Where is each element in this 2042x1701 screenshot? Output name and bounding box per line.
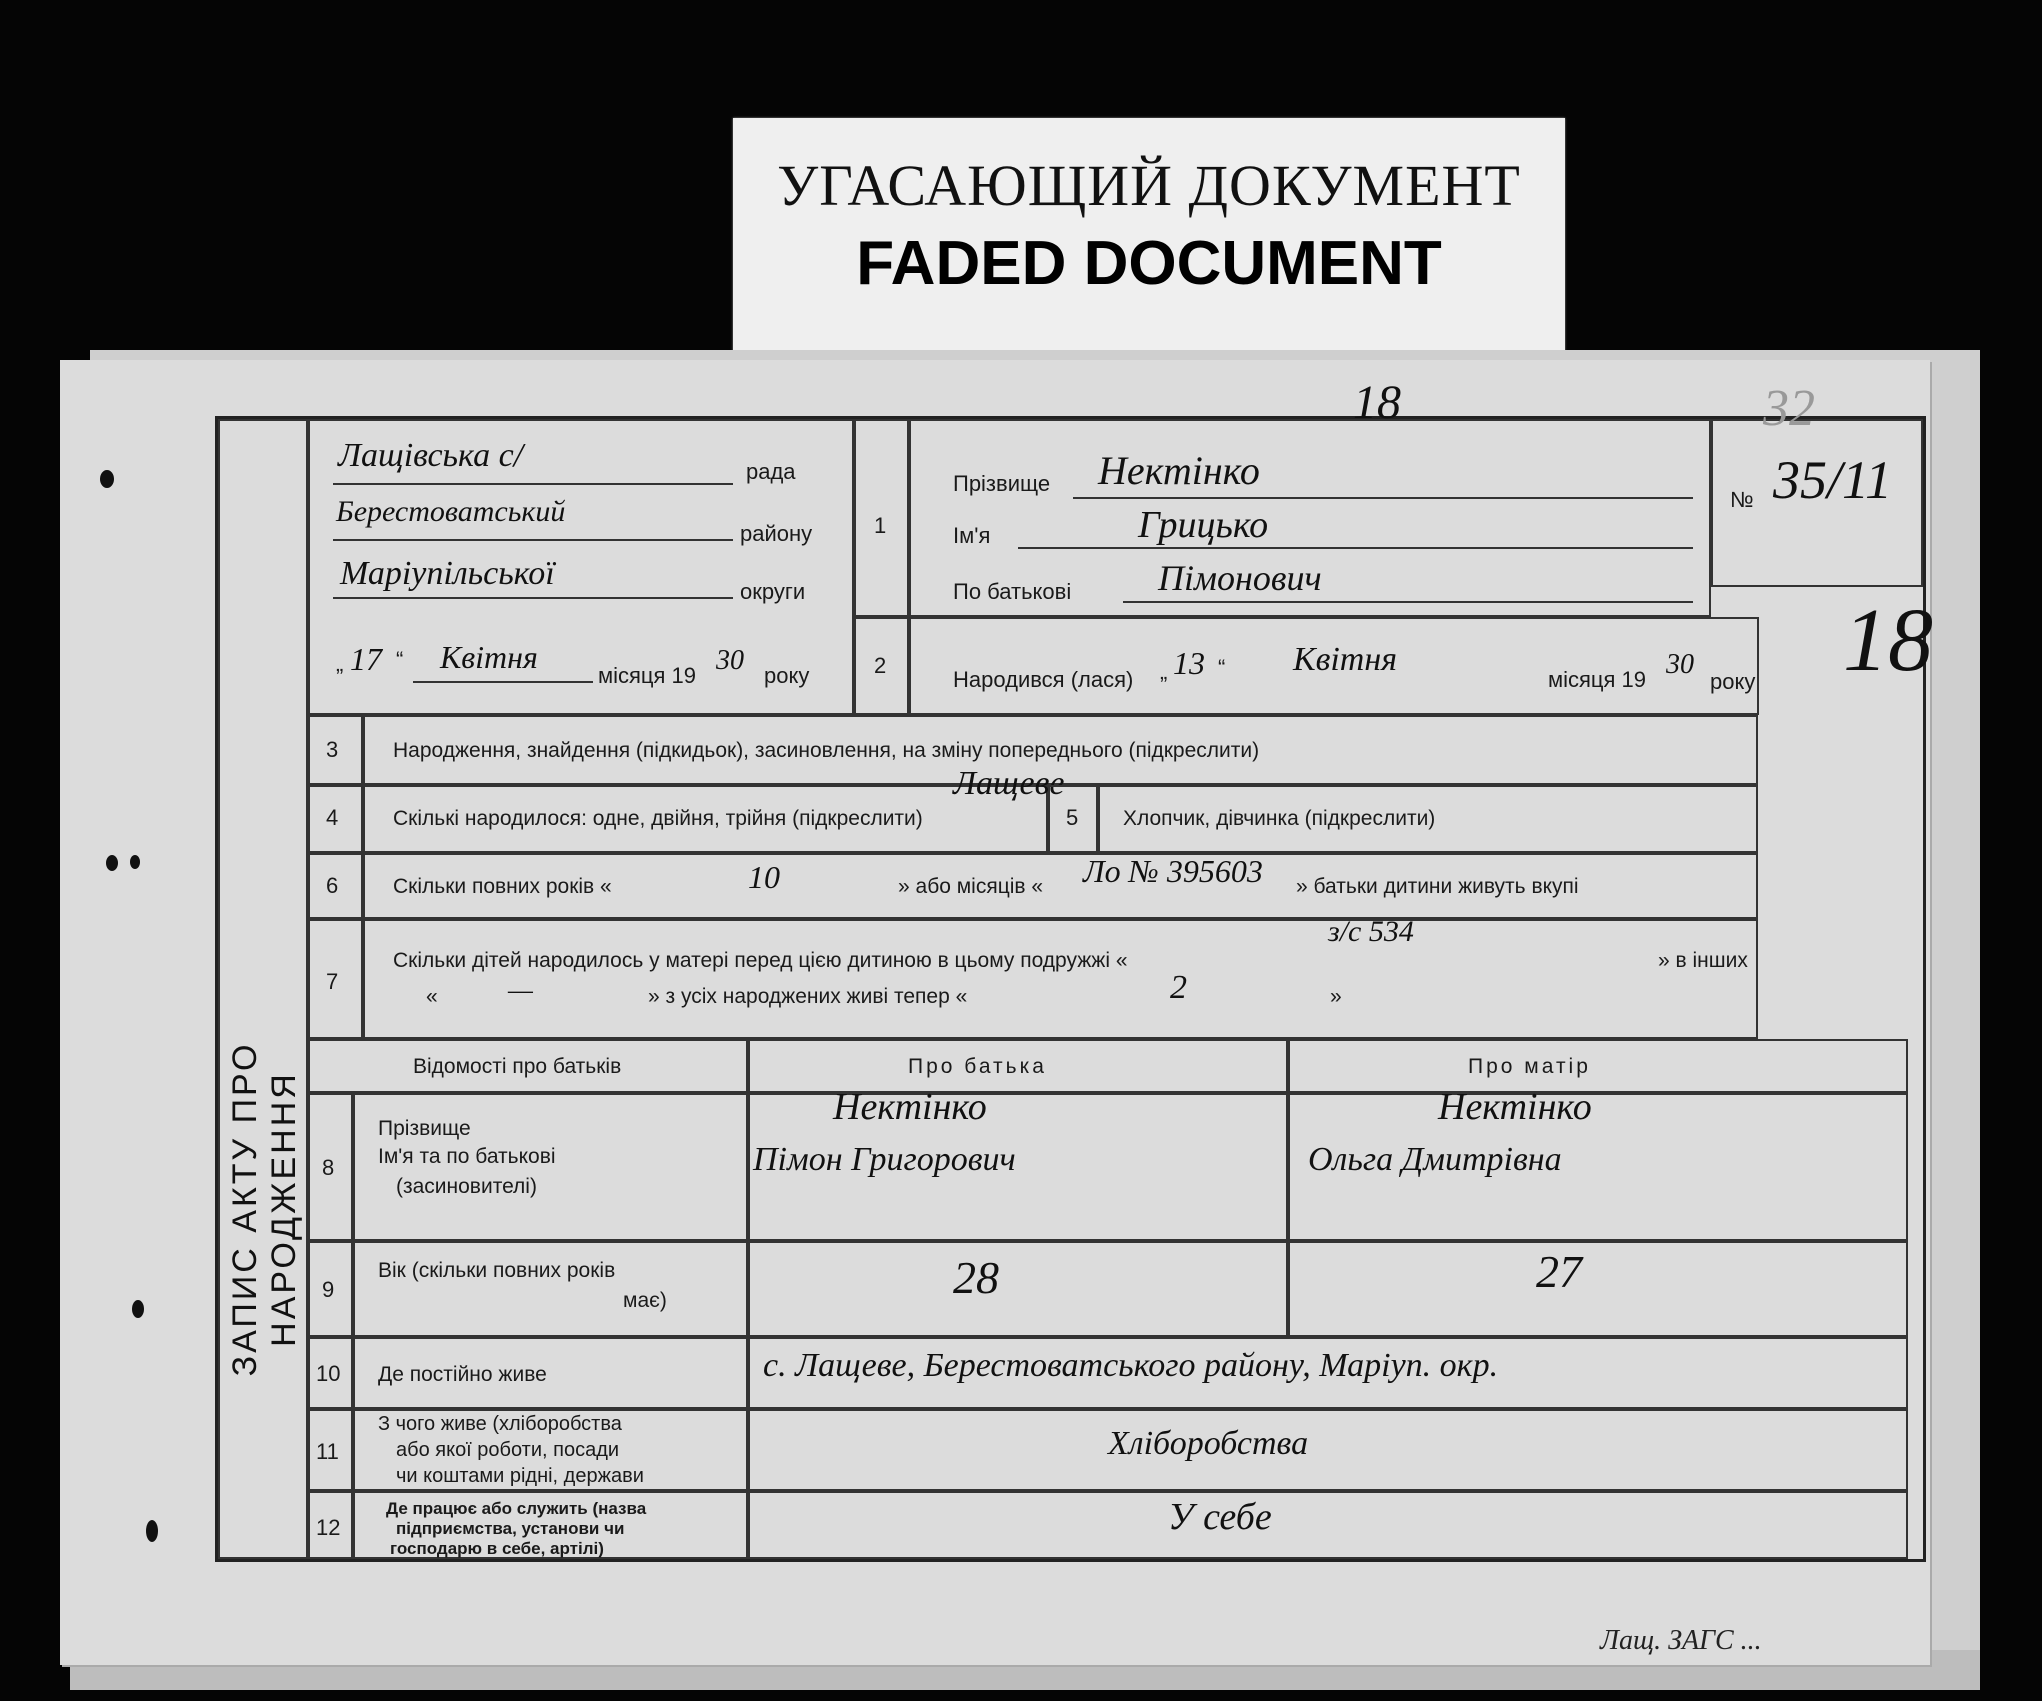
child-surname-handwritten: Нектінко bbox=[1098, 448, 1260, 493]
record-number-label: № bbox=[1730, 487, 1754, 512]
birth-record-form bbox=[215, 376, 1933, 1562]
reg-misyatsa-label: місяця 19 bbox=[598, 663, 697, 688]
row11-label3: чи коштами рідні, держави bbox=[396, 1465, 644, 1487]
born-close-quote: “ bbox=[1218, 655, 1226, 680]
rada-line bbox=[333, 483, 733, 485]
row7-line1-end: » в інших bbox=[1658, 949, 1748, 972]
row7-line2-b: » з усіх народжених живі тепер « bbox=[648, 985, 968, 1008]
occupation-handwritten: Хліборобства bbox=[1108, 1425, 1309, 1462]
birth-day-handwritten: 13 bbox=[1173, 645, 1205, 681]
punch-hole bbox=[100, 470, 114, 488]
row12-label1: Де працює або служить (назва bbox=[386, 1499, 647, 1518]
row9-label1: Вік (скільки повних років bbox=[378, 1259, 616, 1282]
row6-years-handwritten: 10 bbox=[748, 859, 780, 895]
row12-number: 12 bbox=[316, 1515, 341, 1540]
row9-number: 9 bbox=[322, 1277, 335, 1302]
row11-value-cell bbox=[748, 1409, 1908, 1491]
mother-name-handwritten: Ольга Дмитрівна bbox=[1308, 1141, 1562, 1178]
row9-father-cell bbox=[748, 1241, 1288, 1337]
child-name-handwritten: Грицько bbox=[1138, 504, 1269, 546]
row6-text-a: Скільки повних років « bbox=[393, 875, 612, 898]
row10-label: Де постійно живе bbox=[378, 1363, 547, 1386]
row7-number: 7 bbox=[326, 969, 339, 994]
row9-mother-cell bbox=[1288, 1241, 1908, 1337]
punch-hole bbox=[130, 855, 140, 869]
row7-line2-a: « bbox=[426, 985, 438, 1008]
row6-number: 6 bbox=[326, 873, 339, 898]
row8-label1: Прізвище bbox=[378, 1117, 471, 1140]
faded-document-label bbox=[733, 118, 1565, 366]
birth-month-handwritten: Квітня bbox=[1293, 641, 1398, 678]
record-number-handwritten: 35/11 bbox=[1773, 450, 1892, 510]
birth-misyatsa-label: місяця 19 bbox=[1548, 667, 1647, 692]
top-number-handwritten: 18 bbox=[1353, 376, 1401, 429]
section1-number: 1 bbox=[874, 513, 887, 538]
rada-handwritten: Лащівська с/ bbox=[338, 437, 524, 474]
born-open-quote: „ bbox=[1160, 659, 1168, 684]
parents-header-label: Відомості про батьків bbox=[413, 1055, 622, 1078]
okruga-line bbox=[333, 597, 733, 599]
margin-mark-handwritten: 18 bbox=[1843, 591, 1933, 690]
row4-handwritten: Лащеве bbox=[953, 765, 1065, 802]
row9-label-cell bbox=[353, 1241, 748, 1337]
parents-header-mother: Про матір bbox=[1468, 1055, 1591, 1078]
surname-label: Прізвище bbox=[953, 471, 1051, 496]
punch-hole bbox=[106, 855, 118, 871]
child-patronymic-handwritten: Пімонович bbox=[1158, 558, 1322, 598]
section2-number: 2 bbox=[874, 653, 887, 678]
row5-text: Хлопчик, дівчинка (підкреслити) bbox=[1123, 807, 1436, 830]
patronymic-line bbox=[1123, 601, 1693, 603]
row7-alive-handwritten: 2 bbox=[1170, 969, 1187, 1006]
rada-label: рада bbox=[746, 459, 796, 484]
row3-text: Народження, знайдення (підкидьок), засиновлення, на зміну попереднього (підкреслити) bbox=[393, 739, 1260, 762]
mother-surname-handwritten: Нектінко bbox=[1438, 1086, 1592, 1128]
row12-value-cell bbox=[748, 1491, 1908, 1559]
parents-header-father: Про батька bbox=[908, 1055, 1047, 1078]
parents-header-mother-cell bbox=[1288, 1039, 1908, 1093]
father-surname-handwritten: Нектінко bbox=[833, 1086, 987, 1128]
row5-number: 5 bbox=[1066, 805, 1079, 830]
rayon-label: району bbox=[740, 521, 813, 546]
row6-handwritten: Ло № 395603 bbox=[1083, 853, 1263, 889]
punch-hole bbox=[146, 1520, 158, 1542]
row11-label1: З чого живе (хліборобства bbox=[378, 1413, 622, 1435]
reg-month-handwritten: Квітня bbox=[440, 639, 538, 675]
surname-line bbox=[1073, 497, 1693, 499]
row7-text-cell bbox=[363, 919, 1758, 1039]
punch-hole bbox=[132, 1300, 144, 1318]
label-english: FADED DOCUMENT bbox=[856, 229, 1442, 298]
reg-roku-label: року bbox=[764, 663, 810, 688]
born-label: Народився (лася) bbox=[953, 667, 1134, 692]
row8-label2: Ім'я та по батькові bbox=[378, 1145, 556, 1168]
row11-label2: або якої роботи, посади bbox=[396, 1439, 620, 1461]
row7-line1-handwritten: з/с 534 bbox=[1328, 915, 1414, 948]
reg-year-handwritten: 30 bbox=[716, 645, 744, 676]
row8-label3: (засиновителі) bbox=[396, 1175, 537, 1198]
form-title: ЗАПИС АКТУ ПРО НАРОДЖЕННЯ bbox=[226, 1041, 303, 1377]
okruga-label: округи bbox=[740, 579, 806, 604]
date-close-quote: “ bbox=[396, 647, 404, 672]
patronymic-label: По батькові bbox=[953, 579, 1072, 604]
father-age-handwritten: 28 bbox=[953, 1252, 999, 1303]
name-label: Ім'я bbox=[953, 523, 991, 548]
birth-year-handwritten: 30 bbox=[1666, 649, 1694, 680]
row8-number: 8 bbox=[322, 1155, 335, 1180]
corner-number-handwritten: 32 bbox=[1763, 380, 1815, 437]
rayon-line bbox=[333, 539, 733, 541]
row12-label2: підприємства, установи чи bbox=[396, 1519, 625, 1538]
father-name-handwritten: Пімон Григорович bbox=[753, 1141, 1016, 1178]
row4-number: 4 bbox=[326, 805, 339, 830]
mother-age-handwritten: 27 bbox=[1536, 1246, 1582, 1297]
row11-number: 11 bbox=[316, 1439, 339, 1464]
okruga-handwritten: Маріупільської bbox=[340, 555, 555, 592]
row7-other-handwritten: — bbox=[508, 975, 533, 1006]
row7-line1: Скільки дітей народилось у матері перед цією дитиною в цьому подружжі « bbox=[393, 949, 1128, 972]
row10-number: 10 bbox=[316, 1361, 341, 1386]
row9-label2: має) bbox=[623, 1289, 667, 1312]
row4-text: Скількі народилося: одне, двійня, трійня (підкреслити) bbox=[393, 807, 923, 830]
row6-text-b: » або місяців « bbox=[898, 875, 1044, 898]
reg-day-handwritten: 17 bbox=[350, 641, 382, 677]
bottom-scrawl-handwritten: Лащ. ЗАГС ... bbox=[1600, 1625, 1762, 1656]
row6-text-c: » батьки дитини живуть вкупі bbox=[1296, 875, 1579, 898]
rayon-handwritten: Берестоватський bbox=[336, 495, 566, 528]
workplace-handwritten: У себе bbox=[1168, 1496, 1272, 1538]
reg-month-line bbox=[413, 681, 593, 683]
residence-handwritten: с. Лащеве, Берестоватського району, Маріуп. окр. bbox=[763, 1347, 1499, 1384]
row12-label3: господарю в себе, артілі) bbox=[390, 1539, 604, 1558]
row7-line2-c: » bbox=[1330, 985, 1342, 1008]
row3-number: 3 bbox=[326, 737, 339, 762]
label-russian: УГАСАЮЩИЙ ДОКУМЕНТ bbox=[777, 153, 1521, 218]
birth-roku-label: року bbox=[1710, 669, 1756, 694]
name-line bbox=[1018, 547, 1693, 549]
date-open-quote: „ bbox=[336, 651, 344, 676]
